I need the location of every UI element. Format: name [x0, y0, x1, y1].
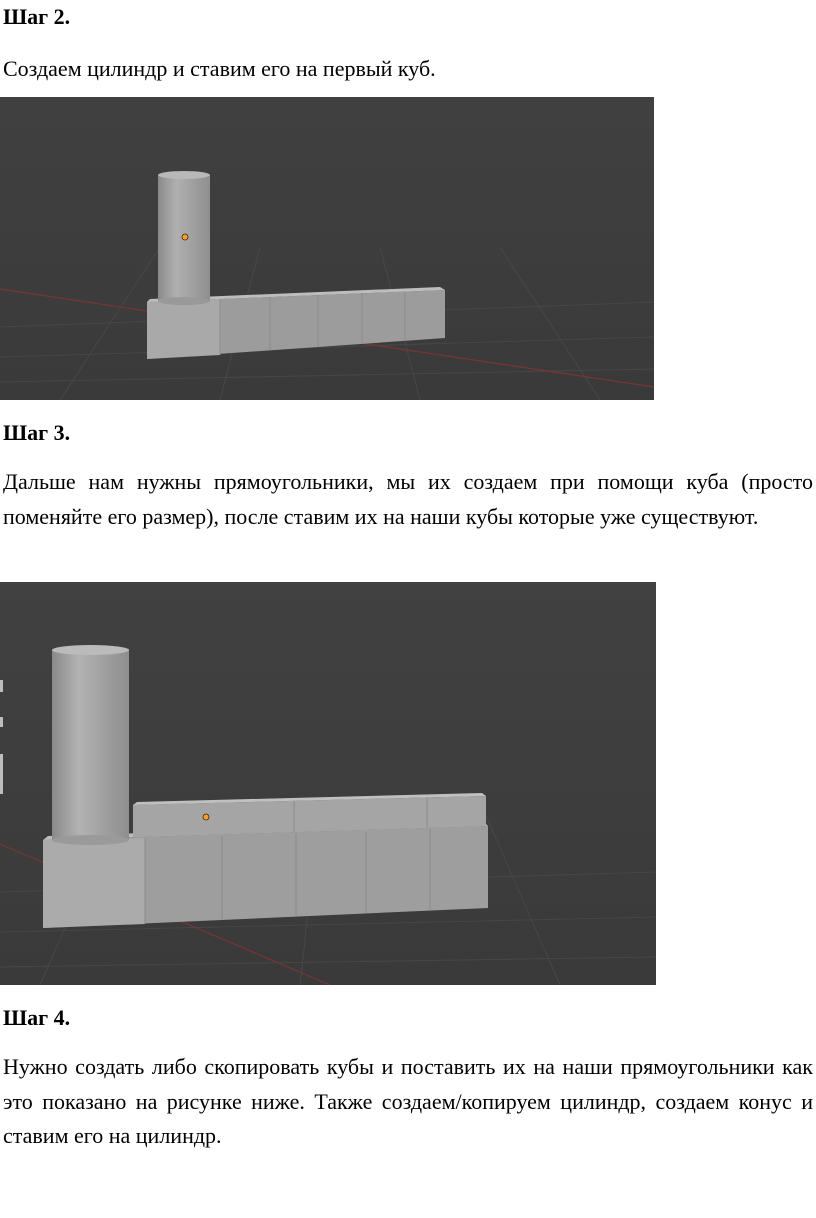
step-4-text: Нужно создать либо скопировать кубы и поставить их на наши прямоугольники как это показано на рисунке ниже. Также создаем/копируем цилиндр, создаем конус и ставим его на цилиндр. — [3, 1054, 813, 1148]
viewport-screenshot-step-2 — [0, 97, 654, 400]
step-4-heading: Шаг 4. — [3, 1005, 71, 1030]
step-2-heading: Шаг 2. — [3, 4, 71, 29]
step-2-text: Создаем цилиндр и ставим его на первый куб. — [3, 56, 436, 81]
step-3-heading: Шаг 3. — [3, 420, 71, 445]
step-3-text: Дальше нам нужны прямоугольники, мы их создаем при помощи куба (просто поменяйте его размер), после ставим их на наши кубы которые уже существуют. — [3, 469, 813, 529]
origin-point-icon — [203, 814, 209, 820]
cylinder-object — [52, 645, 129, 845]
viewport-background — [0, 97, 654, 400]
viewport-screenshot-step-3 — [0, 582, 656, 985]
origin-point-icon — [182, 234, 188, 240]
